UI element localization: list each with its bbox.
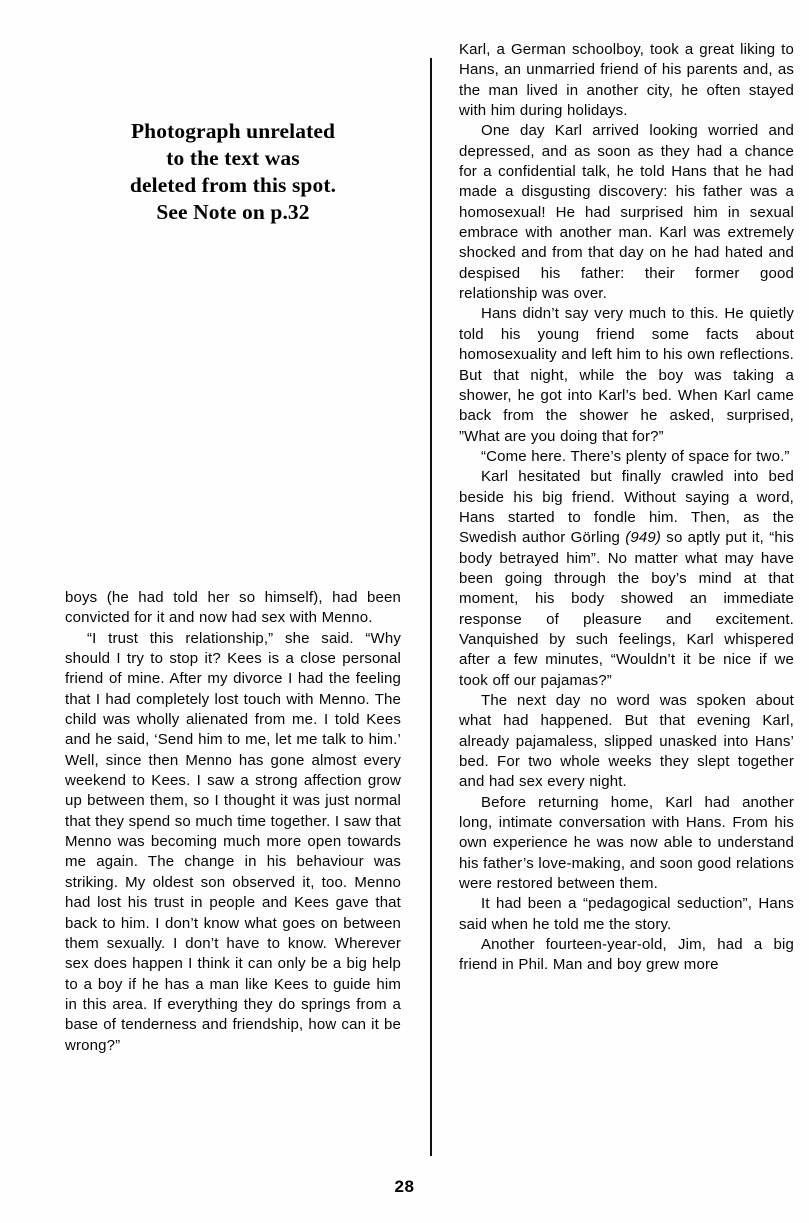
notice-line-4: See Note on p.32 <box>156 200 310 224</box>
column-divider-rule <box>430 58 432 1156</box>
paragraph-boys-convicted: boys (he had told her so himself), had been convicted for it and now had sex with Menno. <box>65 589 401 627</box>
notice-line-2: to the text was <box>166 146 300 170</box>
paragraph-karl-hesitated <box>459 467 794 691</box>
left-column-top <box>65 40 401 226</box>
photo-removed-notice <box>65 118 401 226</box>
notice-line-1: Photograph unrelated <box>130 119 336 143</box>
paragraph-karl-hesitated-part2: so aptly put it, “his body betrayed him”. No matter what may have been going through the boy’s mind at that moment, his body showed an immediate response of pleasure and excitement. Vanquished by such feelings, Karl whispered after a few minutes, “Wouldn’t it be nice if we took off our pajamas?” <box>459 529 794 689</box>
paragraph-another-fourteen: Another fourteen-year-old, Jim, had a big friend in Phil. Man and boy grew more <box>459 936 794 974</box>
paragraph-i-trust: “I trust this relationship,” she said. “Why should I try to stop it? Kees is a close personal friend of mine. After my divorce I had the feeling that I had completely lost touch with Menno. The child was wholly alienated from me. I told Kees and he said, ‘Send him to me, let me talk to him.’ Well, since then Menno has gone almost every weekend to Kees. I saw a strong affection grow up between them, so I thought it was just normal that they spend so much time together. I saw that Menno was becoming much more open towards me again. The change in his behaviour was striking. My oldest son observed it, too. Menno had lost his trust in people and Kees gave that back to him. I don’t know what goes on between them sexually. I don’t have to know. Wherever sex does happen I think it can only be a big help to a boy if he has a man like Kees to guide him in this area. If everything they do springs from a base of tenderness and friendship, how can it be wrong?” <box>65 629 402 1054</box>
paragraph-karl-hesitated-part1: Karl hesitated but finally crawled into bed beside his big friend. Without saying a word, Hans started to fondle him. Then, as the Swedish author Görling <box>459 468 794 547</box>
paragraph-come-here: “Come here. There’s plenty of space for two.” <box>481 447 790 465</box>
paragraph-next-day: The next day no word was spoken about what had happened. But that evening Karl, already pajamaless, slipped unasked into Hans’ bed. For two whole weeks they slept together and had sex every night. <box>459 692 794 791</box>
paragraph-karl-german: Karl, a German schoolboy, took a great liking to Hans, an unmarried friend of his parents and, as the man lived in another city, he often stayed with him during holidays. <box>459 41 794 120</box>
notice-line-3: deleted from this spot. <box>129 173 337 197</box>
paragraph-hans-didnt-say: Hans didn’t say very much to this. He quietly told his young friend some facts about homosexuality and left him to his own reflections. But that night, while the boy was taking a shower, he got into Karl’s bed. When Karl came back from the shower he asked, surprised, ”What are you doing that for?” <box>459 305 794 445</box>
left-column-body <box>65 588 401 1056</box>
citation-gorling-year: (949) <box>625 529 662 547</box>
right-column-body <box>459 40 794 976</box>
paragraph-one-day: One day Karl arrived looking worried and depressed, and as soon as they had a chance for a confidential talk, he told Hans that he had made a disgusting discovery: his father was a homosexual! He had surprised him in sexual embrace with another man. Karl was extremely shocked and from that day on he had hated and despised his father: their former good relationship was over. <box>459 122 794 303</box>
paragraph-pedagogical: It had been a “pedagogical seduction”, Hans said when he told me the story. <box>459 895 794 933</box>
paragraph-before-returning: Before returning home, Karl had another long, intimate conversation with Hans. From his own experience he was now able to understand his father’s love-making, and soon good relations were restored between them. <box>459 793 794 893</box>
page-number: 28 <box>394 1177 415 1196</box>
